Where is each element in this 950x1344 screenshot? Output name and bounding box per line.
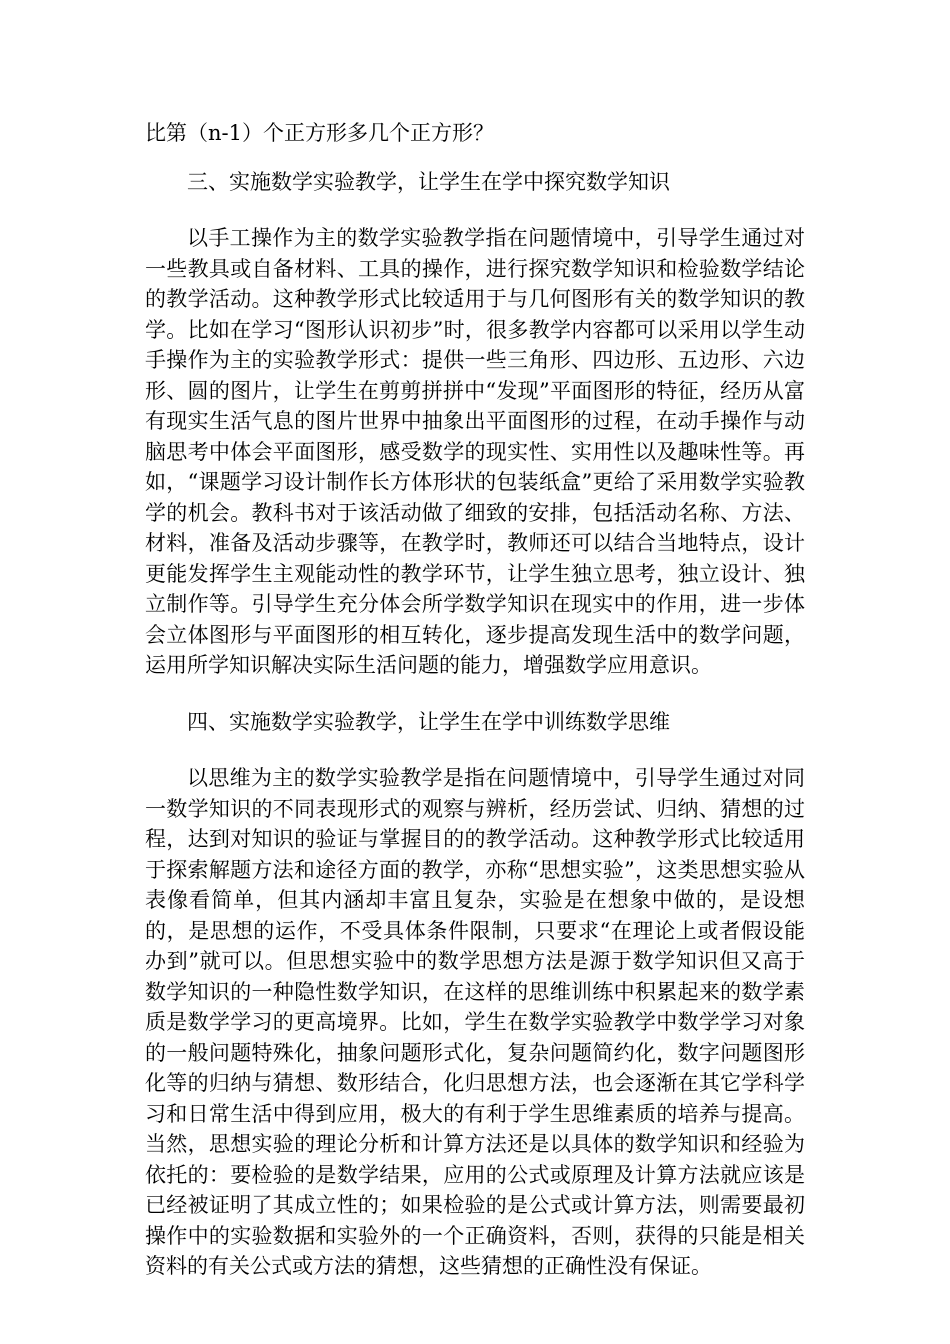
section-4-heading: 四、实施数学实验教学，让学生在学中训练数学思维 bbox=[187, 709, 670, 734]
section-4-paragraph: 以思维为主的数学实验教学是指在问题情境中，引导学生通过对同一数学知识的不同表现形式的观察与辨析，经历尝试、归纳、猜想的过程，达到对知识的验证与掌握目的的教学活动。这种教学形式比较适用于探索解题方法和途径方面的教学，亦称“思想实验”，这类思想实验从表像看简单，但其内涵却丰富且复杂，实验是在想象中做的，是设想的，是思想的运作，不受具体条件限制，只要求“在理论上或者假设能办到”就可以。但思想实验中的数学思想方法是源于数学知识但又高于数学知识的一种隐性数学知识，在这样的思维训练中积累起来的数学素质是数学学习的更高境界。比如，学生在数学实验教学中数学学习对象的一般问题特殊化，抽象问题形式化，复杂问题简约化，数字问题图形化等的归纳与猜想、数形结合，化归思想方法，也会逐渐在其它学科学习和日常生活中得到应用，极大的有利于学生思维素质的培养与提高。当然，思想实验的理论分析和计算方法还是以具体的数学知识和经验为依托的：要检验的是数学结果，应用的公式或原理及计算方法就应该是已经被证明了其成立性的；如果检验的是公式或计算方法，则需要最初操作中的实验数据和实验外的一个正确资料，否则，获得的只能是相关资料的有关公式或方法的猜想，这些猜想的正确性没有保证。 bbox=[145, 766, 805, 1278]
document-body bbox=[145, 118, 805, 1308]
section-3-paragraph: 以手工操作为主的数学实验教学指在问题情境中，引导学生通过对一些教具或自备材料、工具的操作，进行探究数学知识和检验数学结论的教学活动。这种教学形式比较适用于与几何图形有关的数学知识的教学。比如在学习“图形认识初步”时，很多教学内容都可以采用以学生动手操作为主的实验教学形式：提供一些三角形、四边形、五边形、六边形、圆的图片，让学生在剪剪拼拼中“发现”平面图形的特征，经历从富有现实生活气息的图片世界中抽象出平面图形的过程，在动手操作与动脑思考中体会平面图形，感受数学的现实性、实用性以及趣味性等。再如，“课题学习设计制作长方体形状的包装纸盒”更给了采用数学实验教学的机会。教科书对于该活动做了细致的安排，包括活动名称、方法、材料，准备及活动步骤等，在教学时，教师还可以结合当地特点，设计更能发挥学生主观能动性的教学环节，让学生独立思考，独立设计、独立制作等。引导学生充分体会所学数学知识在现实中的作用，进一步体会立体图形与平面图形的相互转化，逐步提高发现生活中的数学问题，运用所学知识解决实际生活问题的能力，增强数学应用意识。 bbox=[145, 226, 805, 677]
section-3-heading: 三、实施数学实验教学，让学生在学中探究数学知识 bbox=[187, 169, 670, 194]
lead-line: 比第（n-1）个正方形多几个正方形？ bbox=[145, 121, 494, 145]
